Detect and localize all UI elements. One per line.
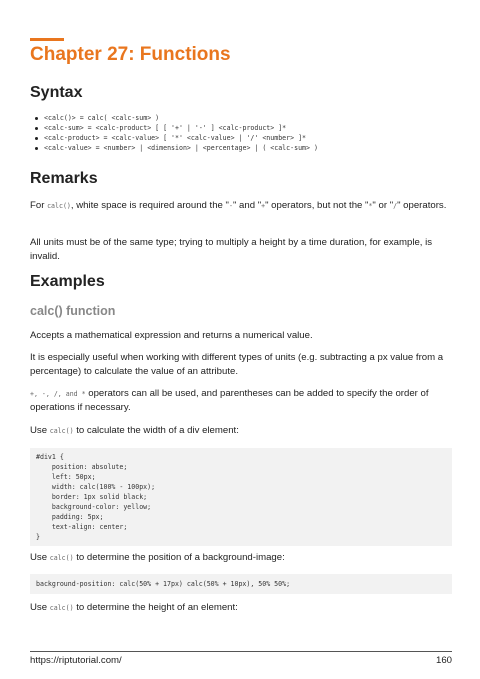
remarks-paragraph-1: For calc(), white space is required around the "-" and "+" operators, but not the "*" or "/" operators.: [30, 200, 447, 211]
calc-function-subheading: calc() function: [30, 304, 116, 318]
code-line: width: calc(100% - 100px);: [36, 483, 156, 491]
code-line: padding: 5px;: [36, 513, 104, 521]
code-line: background-position: calc(50% + 17px) calc(50% + 10px), 50% 50%;: [36, 580, 291, 588]
footer-link[interactable]: https://riptutorial.com/: [30, 655, 122, 666]
use-calc-height-text: Use calc() to determine the height of an element:: [30, 602, 238, 613]
examples-heading: Examples: [30, 273, 105, 290]
inline-code: calc(): [47, 202, 71, 210]
code-block-div1: [30, 448, 452, 546]
code-line: border: 1px solid black;: [36, 493, 148, 501]
chapter-accent-bar: [30, 38, 64, 41]
code-block-background-position: [30, 574, 452, 594]
chapter-title: Chapter 27: Functions: [30, 44, 231, 65]
syntax-item: <calc-sum> = <calc-product> [ [ '+' | '-' ] <calc-product> ]*: [44, 123, 318, 133]
code-line: text-align: center;: [36, 523, 128, 531]
page-number: 160: [435, 655, 452, 666]
syntax-item: <calc()> = calc( <calc-sum> ): [44, 113, 318, 123]
code-line: left: 50px;: [36, 473, 96, 481]
syntax-list: [44, 113, 318, 153]
remarks-paragraph-2: All units must be of the same type; trying to multiply a height by a time duration, for example, is invalid.: [30, 237, 433, 262]
footer-divider: [30, 651, 452, 652]
use-calc-position-text: Use calc() to determine the position of a background-image:: [30, 552, 285, 563]
code-line: background-color: yellow;: [36, 503, 152, 511]
use-calc-width-text: Use calc() to calculate the width of a div element:: [30, 425, 239, 436]
code-line: #div1 {: [36, 453, 64, 461]
syntax-item: <calc-product> = <calc-value> [ '*' <calc-value> | '/' <number> ]*: [44, 133, 318, 143]
remarks-heading: Remarks: [30, 170, 98, 187]
examples-paragraph-3: +, -, /, and * operators can all be used, and parentheses can be added to specify the order of operations if necessary.: [30, 388, 429, 413]
syntax-item: <calc-value> = <number> | <dimension> | <percentage> | ( <calc-sum> ): [44, 144, 318, 152]
code-line: position: absolute;: [36, 463, 128, 471]
operators-code: +, -, /, and *: [30, 390, 86, 398]
code-line: }: [36, 533, 40, 541]
examples-paragraph-2: It is especially useful when working with different types of units (e.g. subtracting a px value from a percentage) to calculate the value of an attribute.: [30, 352, 444, 377]
examples-paragraph-1: Accepts a mathematical expression and returns a numerical value.: [30, 330, 313, 341]
syntax-heading: Syntax: [30, 84, 83, 101]
